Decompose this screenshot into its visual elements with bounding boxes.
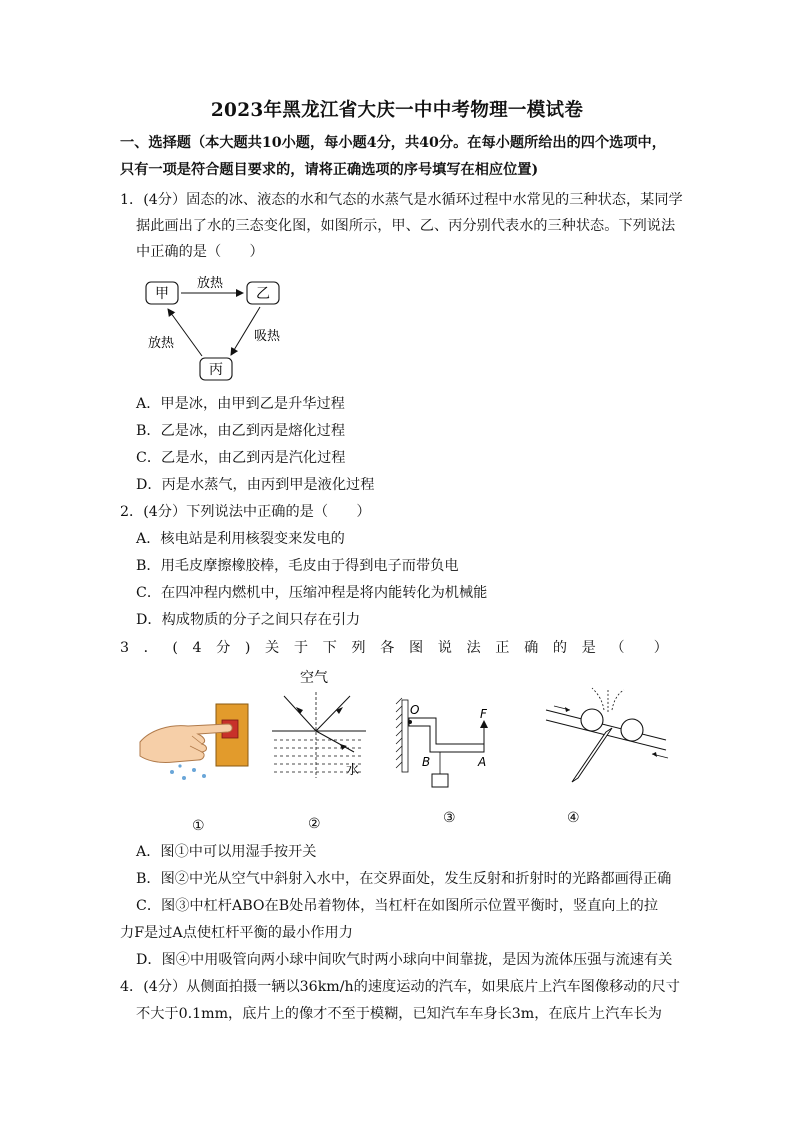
figure-3-lever — [394, 694, 504, 790]
water-label: 水 — [346, 763, 360, 778]
jia-label: 甲 — [155, 286, 169, 302]
pivot — [408, 720, 412, 724]
wall — [402, 700, 408, 772]
figure-4-label: ④ — [567, 810, 580, 826]
section-heading-line2: 只有一项是符合题目要求的，请将正确选项的序号填写在相应位置) — [120, 162, 539, 178]
q3-stem-char: （ — [610, 640, 625, 656]
water-drop — [170, 770, 174, 774]
q3-stem-char: 下 — [322, 640, 337, 656]
top-arrow-label: 放热 — [196, 276, 224, 291]
q3-option-d: D．图④中用吸管向两小球中间吹气时两小球向中间靠拢，是因为流体压强与流速有关 — [136, 952, 673, 968]
q3-stem-char: ( — [172, 640, 178, 656]
air-label: 空气 — [300, 670, 328, 686]
section-heading-line1: 一、选择题（本大题共10小题，每小题4分，共40分。在每小题所给出的四个选项中， — [120, 135, 666, 151]
water-drop — [192, 768, 196, 772]
q2-option-c: C．在四冲程内燃机中，压缩冲程是将内能转化为机械能 — [136, 585, 488, 601]
hanging-weight — [432, 774, 448, 787]
q4-stem-line1: 4．(4分）从侧面拍摄一辆以36km/h的速度运动的汽车，如果底片上汽车图像移动的尺寸 — [120, 979, 680, 995]
q3-stem-char: 3 — [120, 640, 130, 656]
figure-2-label: ② — [308, 816, 321, 832]
q1-stem-line2: 据此画出了水的三态变化图，如图所示，甲、乙、丙分别代表水的三种状态。下列说法 — [136, 218, 676, 234]
q3-stem-char: ． — [143, 640, 158, 656]
water-drop — [202, 774, 206, 778]
label-b: B — [422, 755, 431, 769]
refracted-ray — [316, 731, 354, 752]
q2-option-a: A．核电站是利用核裂变来发电的 — [136, 531, 345, 547]
label-a: A — [478, 755, 487, 769]
q2-stem: 2．(4分）下列说法中正确的是（ ） — [120, 504, 371, 520]
yi-label: 乙 — [256, 286, 270, 302]
q3-stem-char: 是 — [581, 640, 596, 656]
figure-4-blowing-balls — [540, 680, 672, 786]
figure-3-label: ③ — [443, 810, 456, 826]
water-drop — [178, 764, 181, 767]
q2-option-b: B．用毛皮摩擦橡胶棒，毛皮由于得到电子而带负电 — [136, 558, 459, 574]
q3-stem-char: ） — [653, 640, 668, 656]
q3-stem-char: 各 — [380, 640, 395, 656]
left-ball — [581, 709, 603, 731]
lever-arm — [409, 718, 484, 752]
q3-stem-char: 图 — [408, 640, 424, 656]
left-arrow-label: 放热 — [148, 336, 175, 351]
label-f: F — [480, 707, 487, 721]
q3-stem-char: 确 — [524, 640, 539, 656]
q3-stem-char: 关 — [265, 640, 280, 656]
q3-stem-char: ) — [244, 640, 251, 656]
q1-option-a: A．甲是冰，由甲到乙是升华过程 — [136, 396, 345, 412]
q3-option-a: A．图①中可以用湿手按开关 — [136, 844, 317, 860]
q4-stem-line2: 不大于0.1mm，底片上的像才不至于模糊，已知汽车车身长3m，在底片上汽车长为 — [136, 1006, 662, 1022]
q1-stem-line1: 1．(4分）固态的冰、液态的水和气态的水蒸气是水循环过程中水常见的三种状态，某同学 — [120, 192, 683, 208]
q3-option-b: B．图②中光从空气中斜射入水中，在交界面处，发生反射和折射时的光路都画得正确 — [136, 871, 672, 887]
figure-2-refraction — [270, 668, 370, 786]
figure-1-wet-hand-switch — [136, 694, 256, 786]
page-title: 2023年黑龙江省大庆一中中考物理一模试卷 — [210, 100, 584, 121]
q1-option-b: B．乙是冰，由乙到丙是熔化过程 — [136, 423, 346, 439]
figure-1-label: ① — [192, 818, 205, 834]
q3-stem-char: 的 — [552, 640, 568, 656]
right-arrow-label: 吸热 — [254, 329, 281, 344]
straw — [572, 728, 612, 782]
q3-option-c-line2: 力F是过A点使杠杆平衡的最小作用力 — [120, 925, 353, 941]
q3-stem-char: 于 — [293, 640, 309, 656]
q3-stem-char: 说 — [437, 640, 452, 656]
q3-stem-char: 4 — [192, 640, 202, 656]
reflected-ray — [316, 696, 350, 731]
bing-label: 丙 — [209, 362, 223, 378]
water-drop — [182, 776, 186, 780]
q1-stem-line3: 中正确的是（ ） — [136, 244, 264, 260]
q3-stem — [120, 638, 668, 658]
q2-option-d: D．构成物质的分子之间只存在引力 — [136, 612, 361, 628]
right-ball — [621, 719, 643, 741]
q3-stem-char: 列 — [351, 640, 366, 656]
q3-option-c-line1: C．图③中杠杆ABO在B处吊着物体，当杠杆在如图所示位置平衡时，竖直向上的拉 — [136, 898, 659, 914]
q1-state-diagram — [140, 268, 300, 386]
label-o: O — [410, 703, 420, 717]
q1-option-c: C．乙是水，由乙到丙是汽化过程 — [136, 450, 346, 466]
q3-stem-char: 法 — [466, 640, 481, 656]
q1-option-d: D．丙是水蒸气，由丙到甲是液化过程 — [136, 477, 375, 493]
q3-stem-char: 正 — [495, 640, 510, 656]
q3-stem-char: 分 — [216, 640, 231, 656]
